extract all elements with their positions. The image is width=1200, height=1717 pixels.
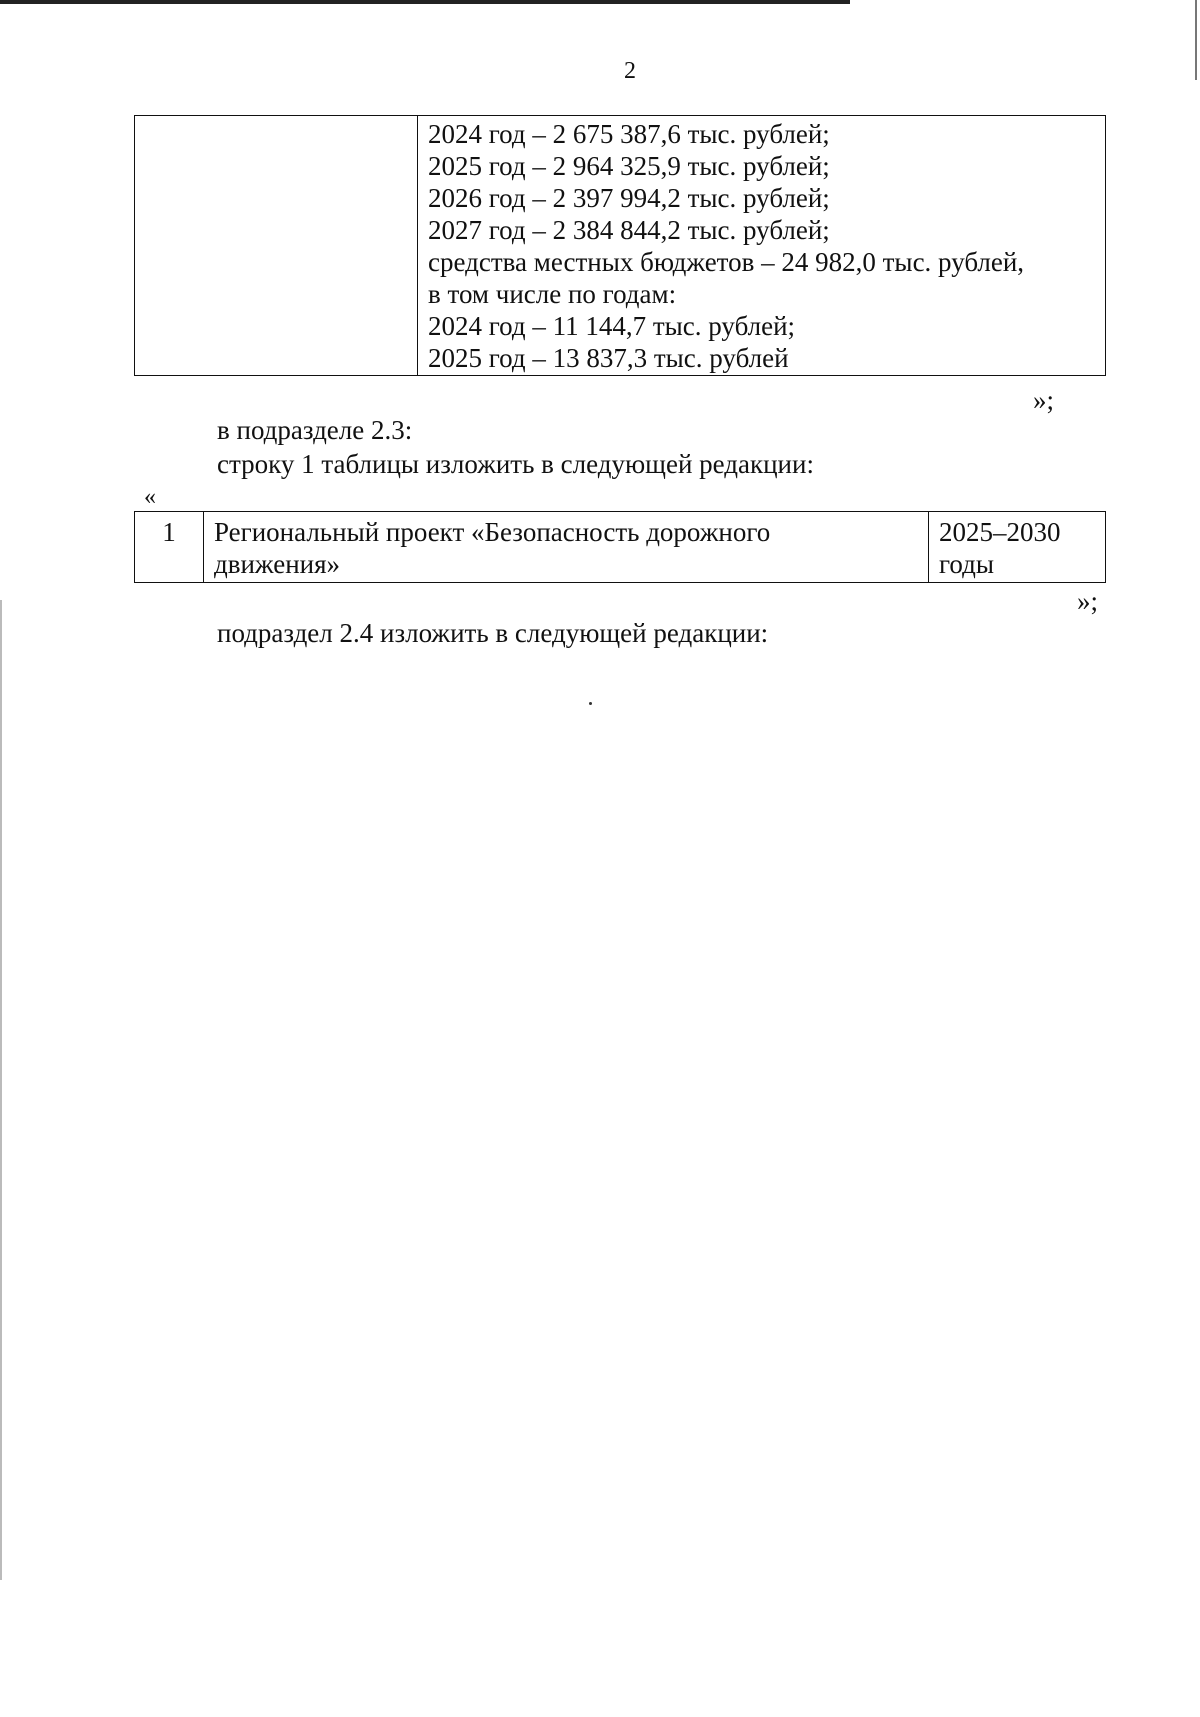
- funding-line: 2025 год – 13 837,3 тыс. рублей: [428, 343, 789, 373]
- scan-edge-left: [0, 600, 2, 1580]
- funding-line: 2027 год – 2 384 844,2 тыс. рублей;: [428, 215, 830, 245]
- project-name-line: движения»: [214, 549, 341, 579]
- funding-line: 2026 год – 2 397 994,2 тыс. рублей;: [428, 183, 830, 213]
- scan-speck: [589, 702, 592, 705]
- funding-line: 2024 год – 2 675 387,6 тыс. рублей;: [428, 119, 830, 149]
- closing-quote: »;: [1033, 385, 1055, 415]
- row-number-cell: [135, 512, 204, 583]
- project-period-line: 2025–2030: [939, 517, 1061, 547]
- project-name-line: Региональный проект «Безопасность дорожного: [214, 517, 771, 547]
- closing-quote: »;: [1077, 586, 1099, 616]
- funding-text-cell: [418, 116, 1106, 376]
- project-table: [134, 511, 1106, 583]
- funding-line: 2024 год – 11 144,7 тыс. рублей;: [428, 311, 796, 341]
- section-2-4-instruction: подраздел 2.4 изложить в следующей редакции:: [217, 618, 769, 648]
- funding-line: в том числе по годам:: [428, 279, 677, 309]
- funding-line: 2025 год – 2 964 325,9 тыс. рублей;: [428, 151, 830, 181]
- table-cell-empty: [135, 116, 418, 376]
- table-row: [135, 116, 1106, 376]
- table-row: [135, 512, 1106, 583]
- project-period-cell: [929, 512, 1106, 583]
- section-2-3-instruction: строку 1 таблицы изложить в следующей редакции:: [217, 449, 814, 479]
- funding-line: средства местных бюджетов – 24 982,0 тыс. рублей,: [428, 247, 1025, 277]
- funding-table: [134, 115, 1106, 376]
- row-number: 1: [162, 517, 176, 547]
- opening-quote: «: [144, 484, 156, 510]
- scan-edge-top: [0, 0, 850, 4]
- project-period-line: годы: [939, 549, 995, 579]
- section-2-3-intro: в подразделе 2.3:: [217, 415, 413, 445]
- page-number: 2: [624, 58, 636, 84]
- project-name-cell: [204, 512, 929, 583]
